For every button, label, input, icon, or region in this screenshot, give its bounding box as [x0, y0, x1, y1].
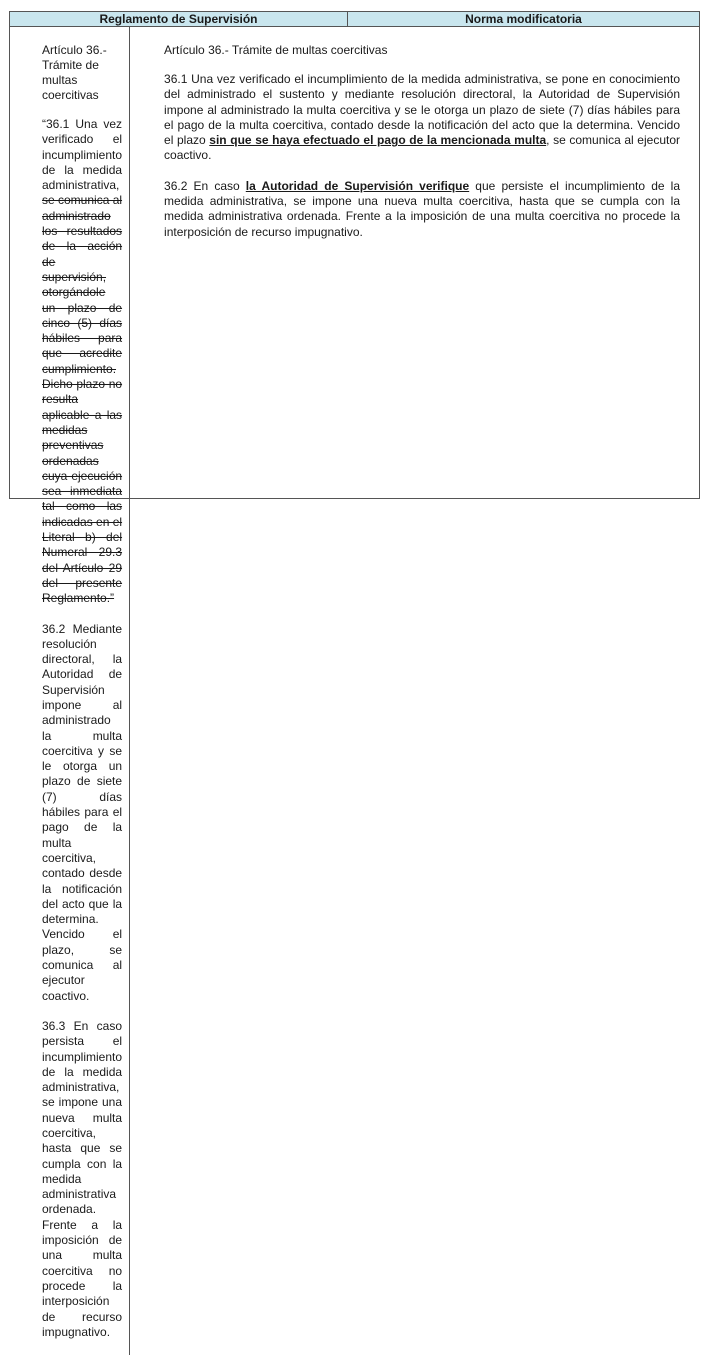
highlighted-text: sin que se haya efectuado el pago de la mencionada multa — [209, 133, 547, 148]
paragraph-36-3-left: 36.3 En caso persista el incumplimiento de la medida administrativa, se impone una nueva multa coercitiva, hasta que se cumpla con la medida administrativa ordenada. Frente a la imposición de una multa coercitiva no procede la interposición de recurso impugnativo. — [42, 1018, 123, 1339]
header-regulation: Reglamento de Supervisión — [10, 12, 348, 26]
amendment-column — [130, 27, 699, 1355]
paragraph-36-2-left: 36.2 Mediante resolución directoral, la Autoridad de Supervisión impone al administrado la multa coercitiva y se le otorga un plazo de siete (7) días hábiles para el pago de la multa coercitiva, contado desde la notificación del acto que la determina. Vencido el plazo, se comunica al ejecutor coactivo. — [42, 621, 123, 1003]
struck-text: se comunica al administrado los resultados de la acción de supervisión, otorgándole un plazo de cinco (5) días hábiles para que acredite cumplimiento. Dicho plazo no resulta aplicable a las medidas preventivas ordenadas cuya ejecución sea inmediata tal como las indicadas en el Literal b) del Numeral 29.3 del Artículo 29 del presente Reglamento.” — [42, 193, 123, 606]
paragraph-text: 36.2 En caso — [164, 178, 246, 193]
paragraph-text: que persiste el incumplimiento de la medida administrativa, se impone una nueva multa coercitiva, hasta que se cumpla con la medida administrativa ordenada. Frente a la imposición de una multa coercitiva no procede la interposición de recurso impugnativo. — [164, 178, 680, 239]
table-header — [10, 12, 699, 27]
comparison-table — [9, 11, 700, 1339]
table-body — [10, 27, 699, 1355]
paragraph-text: “36.1 Una vez verificado el incumplimiento de la medida administrativa, — [42, 117, 123, 193]
paragraph-36-1-right — [164, 72, 680, 164]
paragraph-text: 36.1 Una vez verificado el incumplimiento de la medida administrativa, se pone en conocimiento del administrado el sustento y mediante resolución directoral, la Autoridad de Supervisión impone al administrado la multa coercitiva y se le otorga un plazo de siete (7) días hábiles para el pago de la multa coercitiva, contado desde la notificación del acto que la determina. Vencido el plazo — [164, 72, 680, 148]
paragraph-text: , se comunica al ejecutor coactivo. — [164, 133, 680, 163]
regulation-column — [10, 27, 130, 1355]
article-title-right: Artículo 36.- Trámite de multas coercitivas — [164, 43, 388, 57]
paragraph-36-1-left — [42, 117, 122, 607]
article-title-left: Artículo 36.- Trámite de multas coercitivas — [42, 43, 107, 102]
header-amendment: Norma modificatoria — [465, 12, 582, 26]
highlighted-text: la Autoridad de Supervisión verifique — [245, 178, 470, 193]
paragraph-36-2-right — [164, 179, 680, 240]
